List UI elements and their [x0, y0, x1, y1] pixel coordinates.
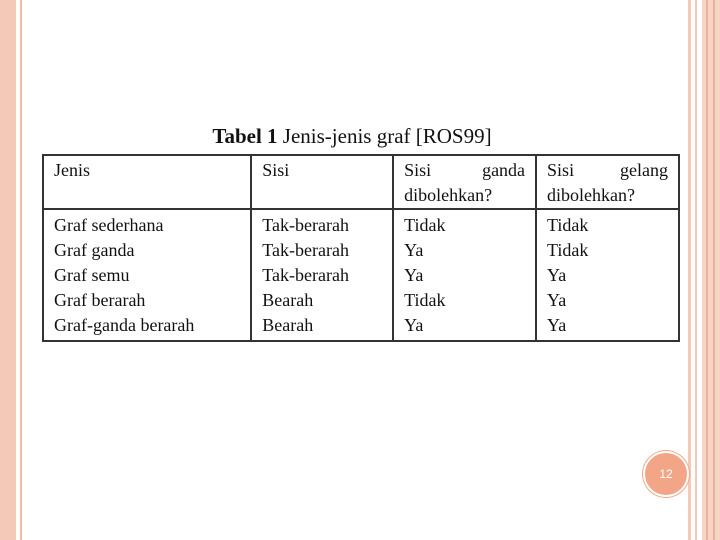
table-cell: Graf berarah	[54, 290, 146, 310]
table-cell: Tidak	[393, 288, 536, 313]
table-cell: Tak-berarah	[251, 238, 393, 263]
header-word: Sisi	[547, 160, 575, 180]
table-figure	[42, 118, 682, 342]
table-row	[43, 209, 679, 238]
header-sisi	[251, 155, 393, 209]
right-decorative-band	[702, 0, 720, 540]
table-cell: Ya	[536, 263, 679, 288]
right-decorative-stripe	[706, 0, 708, 540]
header-word: Sisi	[404, 160, 432, 180]
table-cell: Graf ganda	[54, 240, 135, 260]
table-row	[43, 263, 679, 288]
table-cell: Graf semu	[54, 265, 130, 285]
table-cell: Bearah	[251, 313, 393, 341]
caption-text: Jenis-jenis graf [ROS99]	[282, 124, 492, 148]
table-cell: Ya	[536, 313, 679, 341]
caption-label: Tabel 1	[212, 124, 278, 148]
table-cell: Tak-berarah	[251, 209, 393, 238]
left-decorative-line	[20, 0, 22, 540]
table-cell: Tak-berarah	[251, 263, 393, 288]
header-word: ganda	[482, 160, 526, 180]
table-cell: Bearah	[251, 288, 393, 313]
header-jenis	[43, 155, 251, 209]
header-sisi-text: Sisi	[262, 160, 290, 180]
table-cell: Ya	[393, 263, 536, 288]
header-word: dibolehkan?	[404, 185, 493, 205]
table-header-row	[43, 155, 679, 209]
page-number-badge: 12	[643, 451, 689, 497]
header-word: gelang	[620, 160, 668, 180]
header-sisi-ganda	[393, 155, 536, 209]
header-jenis-text: Jenis	[54, 160, 90, 180]
header-word: dibolehkan?	[547, 185, 636, 205]
table-cell: Tidak	[536, 209, 679, 238]
table-cell: Ya	[393, 313, 536, 341]
graph-types-table	[42, 154, 680, 342]
table-cell: Ya	[536, 288, 679, 313]
table-row	[43, 238, 679, 263]
table-cell: Tidak	[393, 209, 536, 238]
header-sisi-gelang	[536, 155, 679, 209]
table-cell: Ya	[393, 238, 536, 263]
right-decorative-stripe	[688, 0, 691, 540]
right-decorative-stripe	[713, 0, 715, 540]
right-decorative-stripe	[695, 0, 697, 540]
table-cell: Graf sederhana	[54, 215, 164, 235]
table-cell: Graf-ganda berarah	[54, 315, 195, 335]
table-row	[43, 313, 679, 341]
table-cell: Tidak	[536, 238, 679, 263]
table-row	[43, 288, 679, 313]
left-decorative-band	[0, 0, 16, 540]
table-caption	[142, 118, 562, 154]
